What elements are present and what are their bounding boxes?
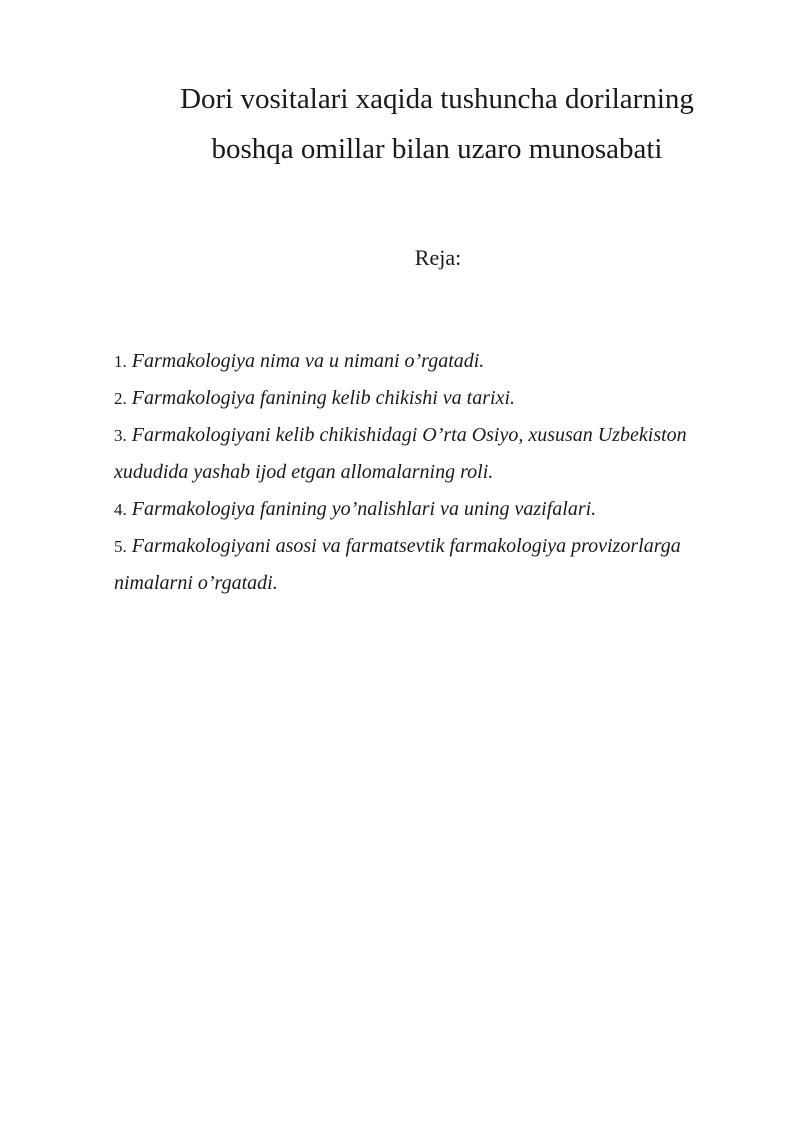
title-line-2: boshqa omillar bilan uzaro munosabati	[211, 133, 663, 165]
list-item-text: Farmakologiya fanining yo’nalishlari va uning vazifalari.	[131, 498, 597, 520]
list-item-number: 2.	[114, 389, 127, 408]
list-item	[114, 380, 744, 417]
list-item	[114, 491, 744, 528]
list-item	[114, 417, 744, 491]
list-item-text: Farmakologiya fanining kelib chikishi va tarixi.	[131, 387, 516, 409]
document-title	[150, 74, 724, 174]
list-item-text: Farmakologiya nima va u nimani o’rgatadi.	[131, 350, 485, 372]
plan-heading: Reja:	[414, 245, 462, 270]
list-item-number: 3.	[114, 426, 127, 445]
list-item-text: Farmakologiyani kelib chikishidagi O’rta Osiyo, xususan Uzbekiston xududida yashab ijod etgan allomalarning roli.	[114, 424, 687, 483]
title-line-1: Dori vositalari xaqida tushuncha dorilarning	[180, 83, 694, 115]
list-item-number: 4.	[114, 500, 127, 519]
list-item	[114, 343, 744, 380]
list-item	[114, 528, 744, 602]
plan-list	[114, 343, 744, 602]
list-item-number: 5.	[114, 537, 127, 556]
list-item-text: Farmakologiyani asosi va farmatsevtik farmakologiya provizorlarga nimalarni o’rgatadi.	[114, 535, 681, 594]
list-item-number: 1.	[114, 352, 127, 371]
